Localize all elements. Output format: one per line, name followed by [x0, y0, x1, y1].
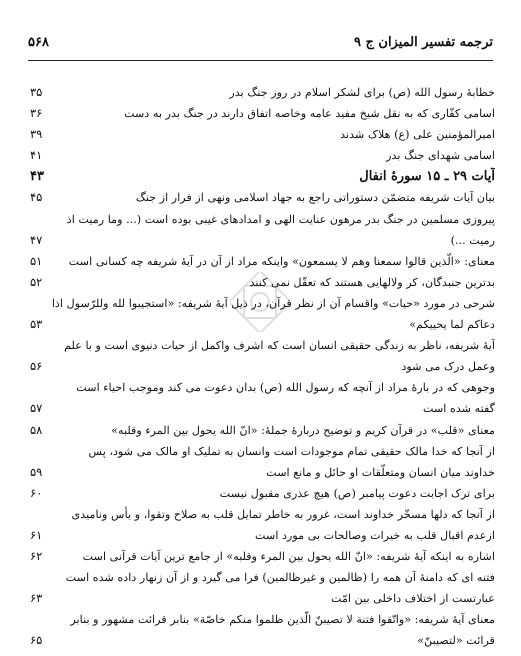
toc-page-number: ۴۱: [30, 148, 43, 163]
toc-page-number: ۳۶: [30, 106, 43, 121]
toc-entry: [30, 293, 495, 314]
toc-entry: [30, 462, 495, 483]
toc-page-number: ۶۰: [30, 485, 43, 500]
toc-entry: [30, 145, 495, 166]
toc-page-number: ۵۶: [30, 359, 43, 374]
toc-entry: [30, 335, 495, 356]
toc-entry-text: اسامى كفّارى كه به نقل شيخ مفيد عامه وخاصه اتفاق دارند در جنگ بدر به دست: [124, 107, 495, 121]
toc-entry: [30, 609, 495, 630]
toc-entry: [30, 103, 495, 124]
toc-entry-text: عبارتست از اختلاف داخلى بين امّت: [330, 592, 495, 606]
toc-entry-text: معناى: «الّذين قالوا سمعنا وهم لا يسمعون» واينكه مراد از آن در آيهٔ شريفه چه كسانى است: [68, 254, 495, 268]
toc-entry-text: گفته شده است: [422, 402, 495, 416]
toc-entry: [30, 483, 495, 504]
toc-entry-text: دعاكم لما يحييكم»: [409, 318, 495, 332]
toc-entry: [30, 82, 495, 103]
toc-entry-text: براى ترک اجابت دعوت پيامبر (ص) هيچ عذرى مقبول نيست: [219, 486, 495, 500]
toc-page-number: ۵۷: [30, 401, 43, 416]
toc-page-number: ۶۳: [30, 591, 43, 606]
toc-entry: [30, 441, 495, 462]
toc-entry-text: از آنجا كه دلها مسخّر خداوند است، غرور به خاطر تمايل قلب به صلاح وتقوا، و يأس وناميدى: [71, 507, 495, 521]
toc-entry: [30, 567, 495, 588]
toc-entry-text: آيات ۲۹ ـ ۱۵ سورهٔ انفال: [359, 169, 495, 185]
toc-page-number: ۴۳: [30, 169, 44, 185]
toc-entry: [30, 398, 495, 419]
toc-entry-text: ازعدم اقبال قلب به خيرات وصالحات بى مورد است: [254, 528, 495, 542]
toc-entry-text: شرحى در مورد «حيات» واقسام آن از نظر قرآن، در ذيل آيهٔ شريفه: «استجيبوا لله وللرّسول اذا: [51, 296, 495, 310]
toc-page-number: ۵۹: [30, 464, 43, 479]
toc-entry-text: وعمل درک مى شود: [401, 360, 495, 374]
page-number: ۵۶۸: [28, 34, 49, 50]
toc-entry-text: بيان آيات شريفه متضمّن دستوراتى راجع به جهاد اسلامى ونهى از فرار از جنگ: [135, 191, 495, 205]
running-title: ترجمه تفسير الميزان ج ۹: [353, 34, 493, 50]
toc-entry: [30, 124, 495, 145]
table-of-contents: [30, 82, 495, 652]
page-header: [28, 30, 493, 54]
toc-page-number: ۳۹: [30, 127, 43, 142]
toc-page-number: ۳۵: [30, 85, 43, 99]
toc-entry-text: از آنجا كه خدا مالک حقيقى تمام موجودات است وانسان به تمليک او مالک مى شود، پس: [88, 444, 495, 458]
toc-entry-text: اسامى شهداى جنگ بدر: [386, 149, 495, 163]
toc-page-number: ۶۱: [30, 527, 43, 542]
toc-section-heading: [30, 166, 495, 187]
toc-entry: [30, 546, 495, 567]
toc-entry: [30, 630, 495, 651]
header-divider: [28, 60, 493, 61]
toc-entry: [30, 377, 495, 398]
toc-page-number: ۶۵: [30, 633, 43, 648]
toc-entry-text: خطابهٔ رسول الله (ص) براى لشكر اسلام در روز جنگ بدر: [229, 86, 495, 99]
toc-entry-text: بدترين جنبدگان، كر ولالهايى هستند كه تعقّل نمى كنند: [249, 275, 495, 289]
toc-entry: [30, 504, 495, 525]
toc-entry: [30, 356, 495, 377]
toc-entry-text: معناى آيهٔ شريفه: «واتّقوا فتنة لا تصيبنّ الّذين ظلموا منكم خاصّة» بنابر قرائت مشهور و بنابر: [70, 613, 495, 627]
toc-entry: [30, 187, 495, 208]
toc-entry-text: قرائت «لتصيبنّ»: [417, 634, 495, 648]
toc-entry-text: وجوهى كه در بارهٔ مراد از آنچه كه رسول الله (ص) بدان دعوت مى كند وموجب احياء است: [76, 381, 495, 395]
toc-entry: [30, 588, 495, 609]
toc-entry: [30, 230, 495, 251]
toc-entry: [30, 314, 495, 335]
toc-entry-text: اميرالمؤمنين على (ع) هلاک شدند: [340, 128, 495, 142]
toc-page-number: ۵۱: [30, 253, 43, 268]
toc-page-number: ۵۲: [30, 274, 43, 289]
toc-entry-text: خداوند ميان انسان ومتعلّقات او حائل و مانع است: [266, 465, 495, 479]
toc-entry-text: آيهٔ شريفه، ناظر به زندگى حقيقى انسان است كه اشرف واكمل از حيات دنيوى است و با علم: [64, 339, 495, 353]
toc-page-number: ۴۷: [30, 232, 43, 247]
toc-entry-text: رميت ...): [450, 233, 495, 247]
toc-page-number: ۵۳: [30, 317, 43, 332]
toc-entry: [30, 209, 495, 230]
toc-entry: [30, 251, 495, 272]
toc-entry-text: اشاره به اينكه آيهٔ شريفه: «انّ الله يحول بين المرء وقلبه» از جامع ترين آيات قرآنى است: [82, 550, 495, 564]
toc-entry-text: فتنه اى كه دامنهٔ آن همه را (ظالمين و غيرظالمين) فرا مى گيرد و از آن زنهار داده شده است: [65, 571, 495, 585]
toc-entry: [30, 272, 495, 293]
toc-page-number: ۶۲: [30, 549, 43, 564]
toc-entry-text: پيروزى مسلمين در جنگ بدر مرهون عنايت الهى و امدادهاى غيبى بوده است (... وما رميت اذ: [66, 212, 495, 226]
toc-entry: [30, 420, 495, 441]
toc-page-number: ۴۵: [30, 190, 43, 205]
toc-entry: [30, 525, 495, 546]
toc-page-number: ۵۸: [30, 422, 43, 437]
toc-entry-text: معناى «قلب» در قرآن كريم و توضيح دربارهٔ جملهٔ: «انّ الله يحول بين المرء وقلبه»: [111, 423, 495, 437]
